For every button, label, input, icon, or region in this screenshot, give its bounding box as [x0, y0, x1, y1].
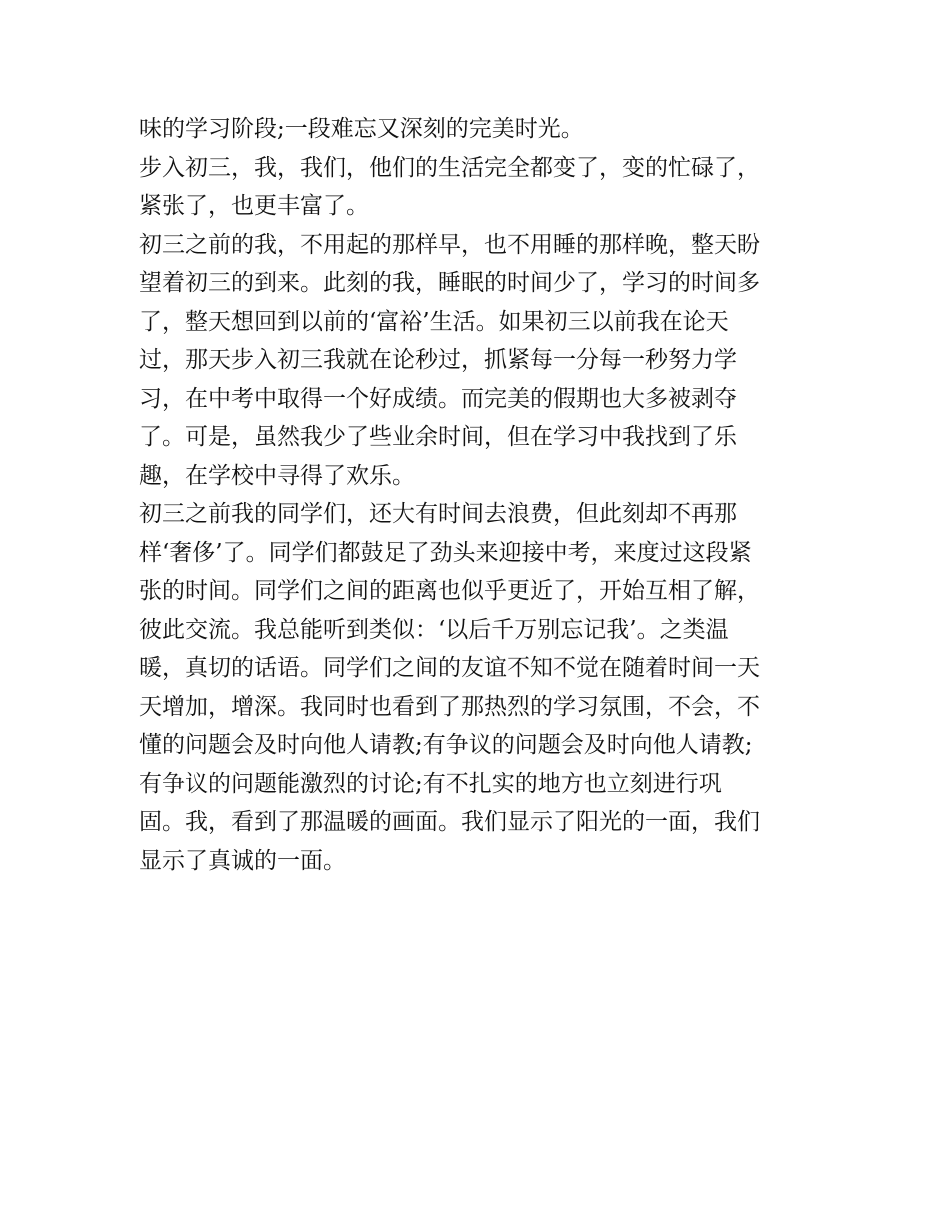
text-line: 暖，真切的话语。同学们之间的友谊不知不觉在随着时间一天	[139, 655, 760, 681]
text-line: 初三之前我的同学们，还大有时间去浪费，但此刻却不再那	[139, 501, 737, 527]
text-line: 味的学习阶段;一段难忘又深刻的完美时光。	[139, 116, 584, 142]
text-line: 固。我，看到了那温暖的画面。我们显示了阳光的一面，我们	[139, 809, 760, 835]
text-line: 了。可是，虽然我少了些业余时间，但在学习中我找到了乐	[139, 424, 737, 450]
text-line: 懂的问题会及时向他人请教;有争议的问题会及时向他人请教;	[139, 732, 753, 758]
text-line: 张的时间。同学们之间的距离也似乎更近了，开始互相了解，	[139, 578, 760, 604]
text-line: 天增加，增深。我同时也看到了那热烈的学习氛围，不会，不	[139, 693, 760, 720]
text-line: 习，在中考中取得一个好成绩。而完美的假期也大多被剥夺	[139, 385, 737, 412]
text-line: 显示了真诚的一面。	[139, 847, 346, 874]
text-line: 过，那天步入初三我就在论秒过，抓紧每一分每一秒努力学	[139, 347, 737, 373]
text-line: 趣，在学校中寻得了欢乐。	[139, 462, 415, 489]
text-line: 样‘奢侈’了。同学们都鼓足了劲头来迎接中考，来度过这段紧	[139, 539, 752, 566]
text-line: 紧张了，也更丰富了。	[139, 193, 369, 219]
body-text	[139, 110, 839, 880]
text-line: 望着初三的到来。此刻的我，睡眠的时间少了，学习的时间多	[139, 270, 760, 296]
text-line: 有争议的问题能激烈的讨论;有不扎实的地方也立刻进行巩	[139, 770, 722, 797]
text-line: 了，整天想回到以前的‘富裕’生活。如果初三以前我在论天	[139, 308, 729, 335]
text-line: 初三之前的我，不用起的那样早，也不用睡的那样晚，整天盼	[139, 231, 760, 258]
text-line: 步入初三，我，我们，他们的生活完全都变了，变的忙碌了，	[139, 154, 760, 181]
text-line: 彼此交流。我总能听到类似：‘以后千万别忘记我’。之类温	[139, 616, 729, 643]
